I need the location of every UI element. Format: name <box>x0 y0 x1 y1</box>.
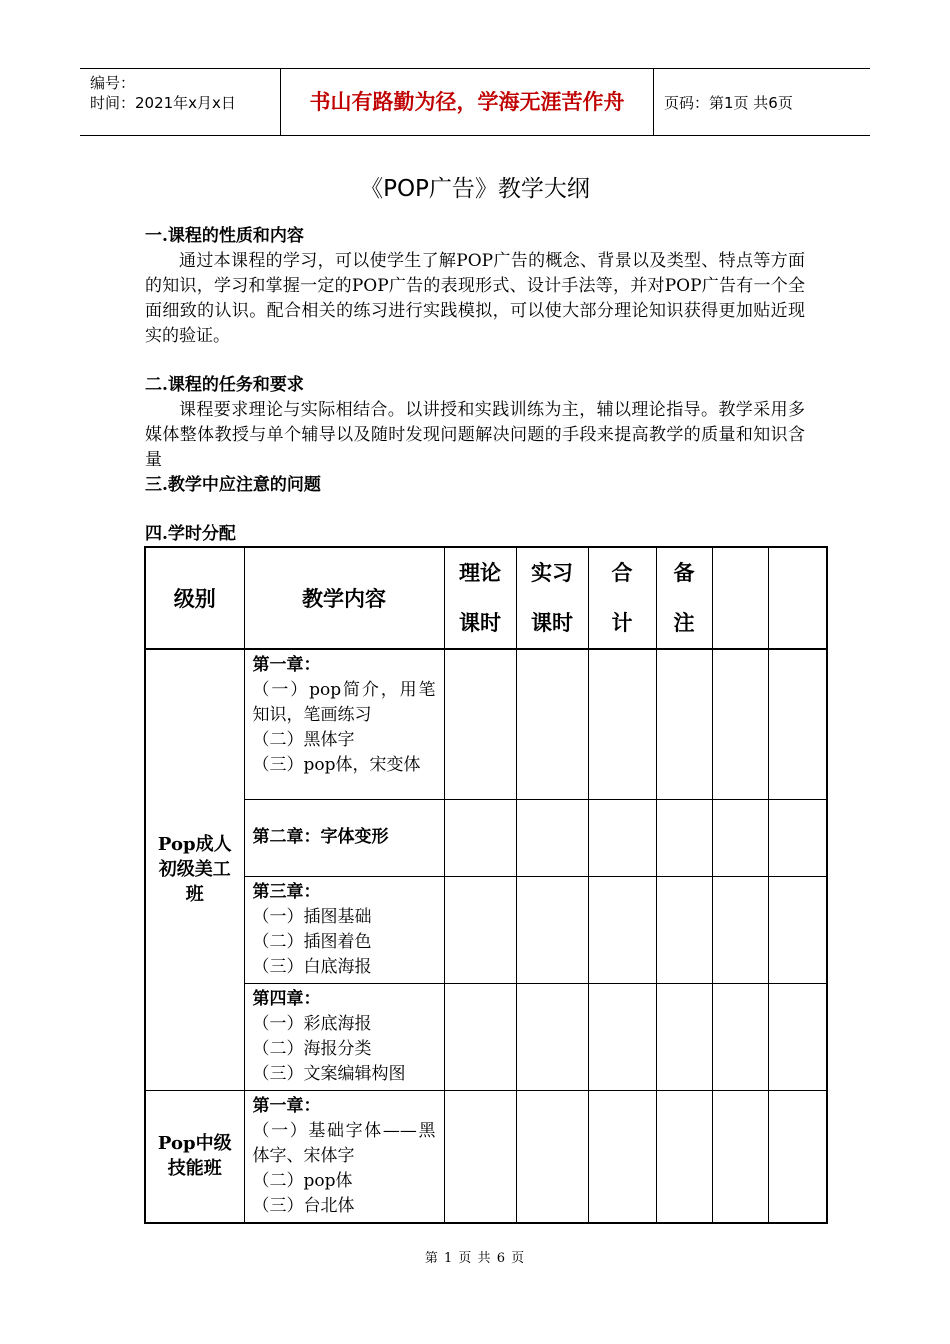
header-content: 教学内容 <box>244 547 444 649</box>
header-empty-1 <box>712 547 768 649</box>
level-cell: Pop中级技能班 <box>145 1090 244 1223</box>
table-row <box>145 799 827 876</box>
header-level: 级别 <box>145 547 244 649</box>
section-2 <box>145 373 805 498</box>
table-row <box>145 876 827 983</box>
section-3-heading: 三.教学中应注意的问题 <box>145 475 321 495</box>
content-cell: 第二章：字体变形 <box>244 799 444 876</box>
header-page-number: 页码：第1页 共6页 <box>664 93 793 112</box>
section-1-body: 通过本课程的学习，可以使学生了解POP广告的概念、背景以及类型、特点等方面的知识，学习和掌握一定的POP广告的表现形式、设计手法等，并对POP广告有一个全面细致的认识。配合相关的练习进行实践模拟，可以使大部分理论知识获得更加贴近现实的验证。 <box>145 251 805 346</box>
section-4 <box>145 522 805 547</box>
document-title: 《POP广告》教学大纲 <box>360 176 590 202</box>
table-row <box>145 649 827 799</box>
header-meta <box>80 69 281 135</box>
content-cell: 第一章： （一）pop简介，用笔知识，笔画练习 （二）黑体字 （三）pop体，宋变体 <box>244 649 444 799</box>
header-motto: 书山有路勤为径，学海无涯苦作舟 <box>281 69 654 135</box>
level-cell: Pop成人初级美工班 <box>145 649 244 1090</box>
table-row <box>145 983 827 1090</box>
section-1 <box>145 224 805 349</box>
header-remark: 备 注 <box>656 547 712 649</box>
header-total: 合 计 <box>588 547 656 649</box>
page-header <box>80 68 870 136</box>
header-number: 编号： <box>90 74 136 92</box>
page-footer: 第 1 页 共 6 页 <box>424 1251 526 1266</box>
content-cell: 第一章： （一）基础字体——黑体字、宋体字 （二）pop体 （三）台北体 <box>244 1090 444 1223</box>
content-cell: 第三章： （一）插图基础 （二）插图着色 （三）白底海报 <box>244 876 444 983</box>
header-practice-hours: 实习 课时 <box>516 547 588 649</box>
header-empty-2 <box>768 547 827 649</box>
content-cell: 第四章： （一）彩底海报 （二）海报分类 （三）文案编辑构图 <box>244 983 444 1090</box>
table-header-row <box>145 547 827 649</box>
header-time: 时间：2021年x月x日 <box>90 94 236 112</box>
header-theory-hours: 理论 课时 <box>444 547 516 649</box>
section-4-heading: 四.学时分配 <box>145 524 236 544</box>
table-row <box>145 1090 827 1223</box>
section-2-heading: 二.课程的任务和要求 <box>145 375 304 395</box>
section-2-body: 课程要求理论与实际相结合。以讲授和实践训练为主，辅以理论指导。教学采用多媒体整体教授与单个辅导以及随时发现问题解决问题的手段来提高教学的质量和知识含量 <box>145 400 805 470</box>
section-1-heading: 一.课程的性质和内容 <box>145 226 304 246</box>
hours-table <box>144 546 828 1224</box>
